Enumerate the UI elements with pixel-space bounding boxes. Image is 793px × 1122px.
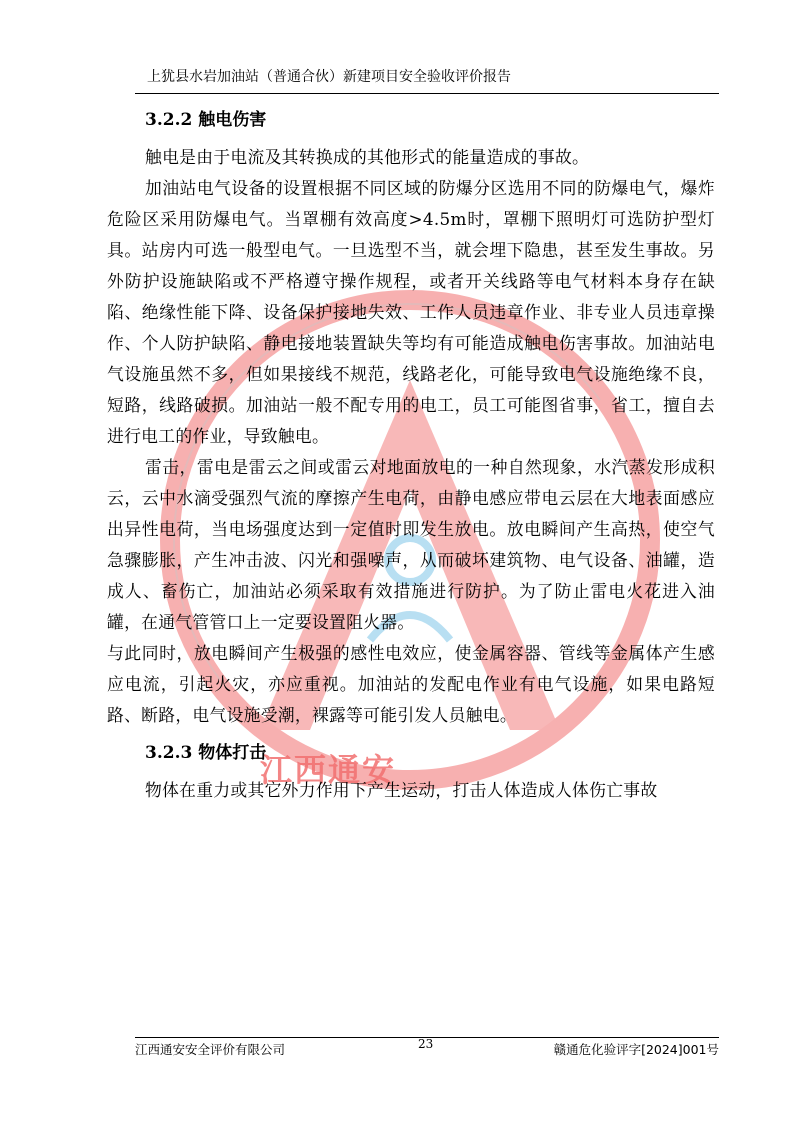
document-body [107,104,715,806]
page-header [135,65,719,94]
section-heading-object-strike: 3.2.3 物体打击 [145,743,267,763]
footer-company: 江西通安安全评价有限公司 [135,1042,286,1057]
header-title: 上犹县水岩加油站（普通合伙）新建项目安全验收评价报告 [147,69,511,85]
page-footer [135,1037,719,1057]
paragraph-5: 物体在重力或其它外力作用下产生运动，打击人体造成人体伤亡事故 [145,780,658,800]
section-heading-electric-shock: 3.2.2 触电伤害 [145,110,267,130]
page-number: 23 [418,1037,434,1051]
paragraph-2: 加油站电气设备的设置根据不同区域的防爆分区选用不同的防爆电气，爆炸危险区采用防爆电气。当罩棚有效高度>4.5m时，罩棚下照明灯可选防护型灯具。站房内可选一般型电气。一旦选型不当，就会埋下隐患，甚至发生事故。另外防护设施缺陷或不严格遵守操作规程，或者开关线路等电气材料本身存在缺陷、绝缘性能下降、设备保护接地失效、工作人员违章作业、非专业人员违章操作、个人防护缺陷、静电接地装置缺失等均有可能造成触电伤害事故。加油站电气设施虽然不多，但如果接线不规范，线路老化，可能导致电气设施绝缘不良，短路，线路破损。加油站一般不配专用的电工，员工可能图省事，省工，擅自去进行电工的作业，导致触电。 [107,178,715,446]
paragraph-3: 雷击，雷电是雷云之间或雷云对地面放电的一种自然现象，水汽蒸发形成积云，云中水滴受强烈气流的摩擦产生电荷，由静电感应带电云层在大地表面感应出异性电荷，当电场强度达到一定值时即发生放电。放电瞬间产生高热，使空气急骤膨胀，产生冲击波、闪光和强噪声，从而破坏建筑物、电气设备、油罐，造成人、畜伤亡，加油站必须采取有效措施进行防护。为了防止雷电火花进入油罐，在通气管管口上一定要设置阻火器。 [107,457,715,632]
footer-doc-number: 赣通危化验评字[2024]001号 [553,1042,719,1057]
paragraph-1: 触电是由于电流及其转换成的其他形式的能量造成的事故。 [145,147,590,167]
paragraph-4: 与此同时，放电瞬间产生极强的感性电效应，使金属容器、管线等金属体产生感应电流，引起火灾，亦应重视。加油站的发配电作业有电气设施，如果电路短路、断路，电气设施受潮，裸露等可能引发人员触电。 [107,643,715,725]
watermark-text: 江西通安 [260,751,397,789]
